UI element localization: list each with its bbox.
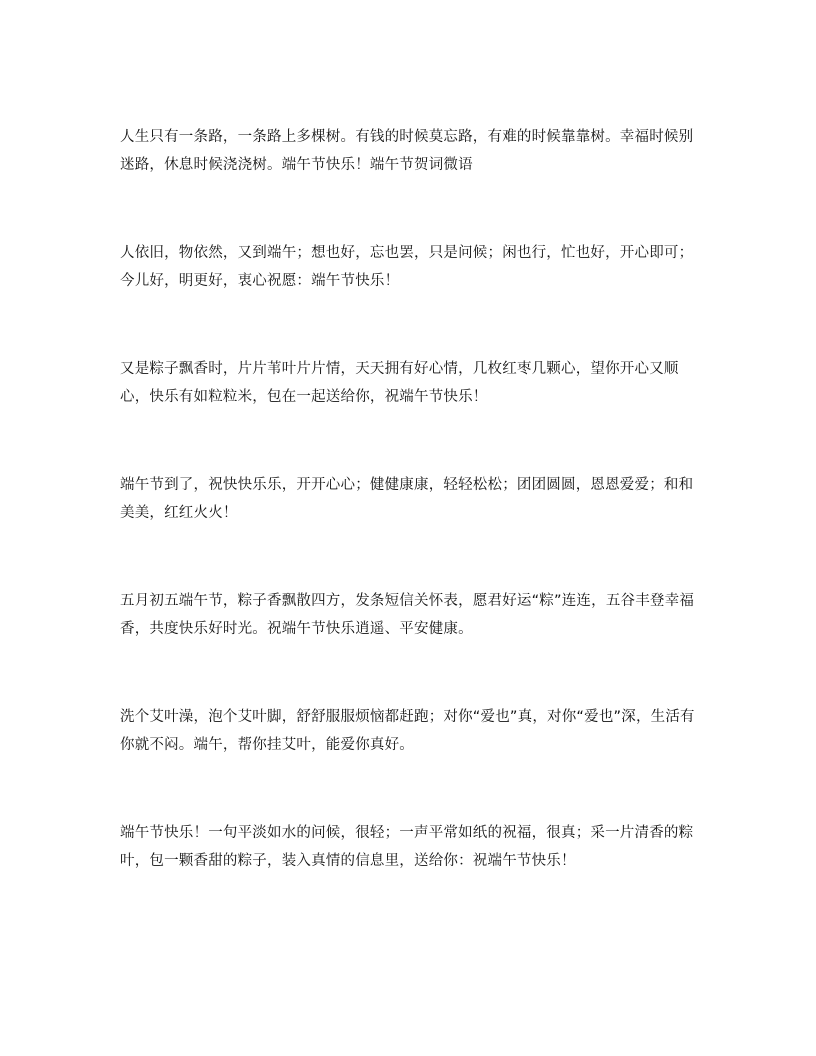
paragraph-2: 人依旧，物依然，又到端午；想也好，忘也罢，只是问候；闲也行，忙也好，开心即可；今儿好，明更好，衷心祝愿：端午节快乐！ [120, 245, 694, 289]
paragraph-6: 洗个艾叶澡，泡个艾叶脚，舒舒服服烦恼都赶跑；对你“爱也”真，对你“爱也”深，生活有你就不闷。端午，帮你挂艾叶，能爱你真好。 [120, 709, 695, 753]
paragraph-4: 端午节到了，祝快快乐乐，开开心心；健健康康，轻轻松松；团团圆圆，恩恩爱爱；和和美美，红红火火！ [120, 477, 694, 521]
paragraph-5: 五月初五端午节，粽子香飘散四方，发条短信关怀表，愿君好运“粽”连连，五谷丰登幸福香，共度快乐好时光。祝端午节快乐逍遥、平安健康。 [120, 593, 695, 637]
paragraph-1: 人生只有一条路，一条路上多棵树。有钱的时候莫忘路，有难的时候靠靠树。幸福时候别迷路，休息时候浇浇树。端午节快乐！端午节贺词微语 [120, 129, 694, 173]
paragraph-7: 端午节快乐！一句平淡如水的问候，很轻；一声平常如纸的祝福，很真；采一片清香的粽叶，包一颗香甜的粽子，装入真情的信息里，送给你：祝端午节快乐！ [120, 825, 694, 869]
paragraph-3: 又是粽子飘香时，片片苇叶片片情，天天拥有好心情，几枚红枣几颗心，望你开心又顺心，快乐有如粒粒米，包在一起送给你，祝端午节快乐！ [120, 361, 679, 405]
